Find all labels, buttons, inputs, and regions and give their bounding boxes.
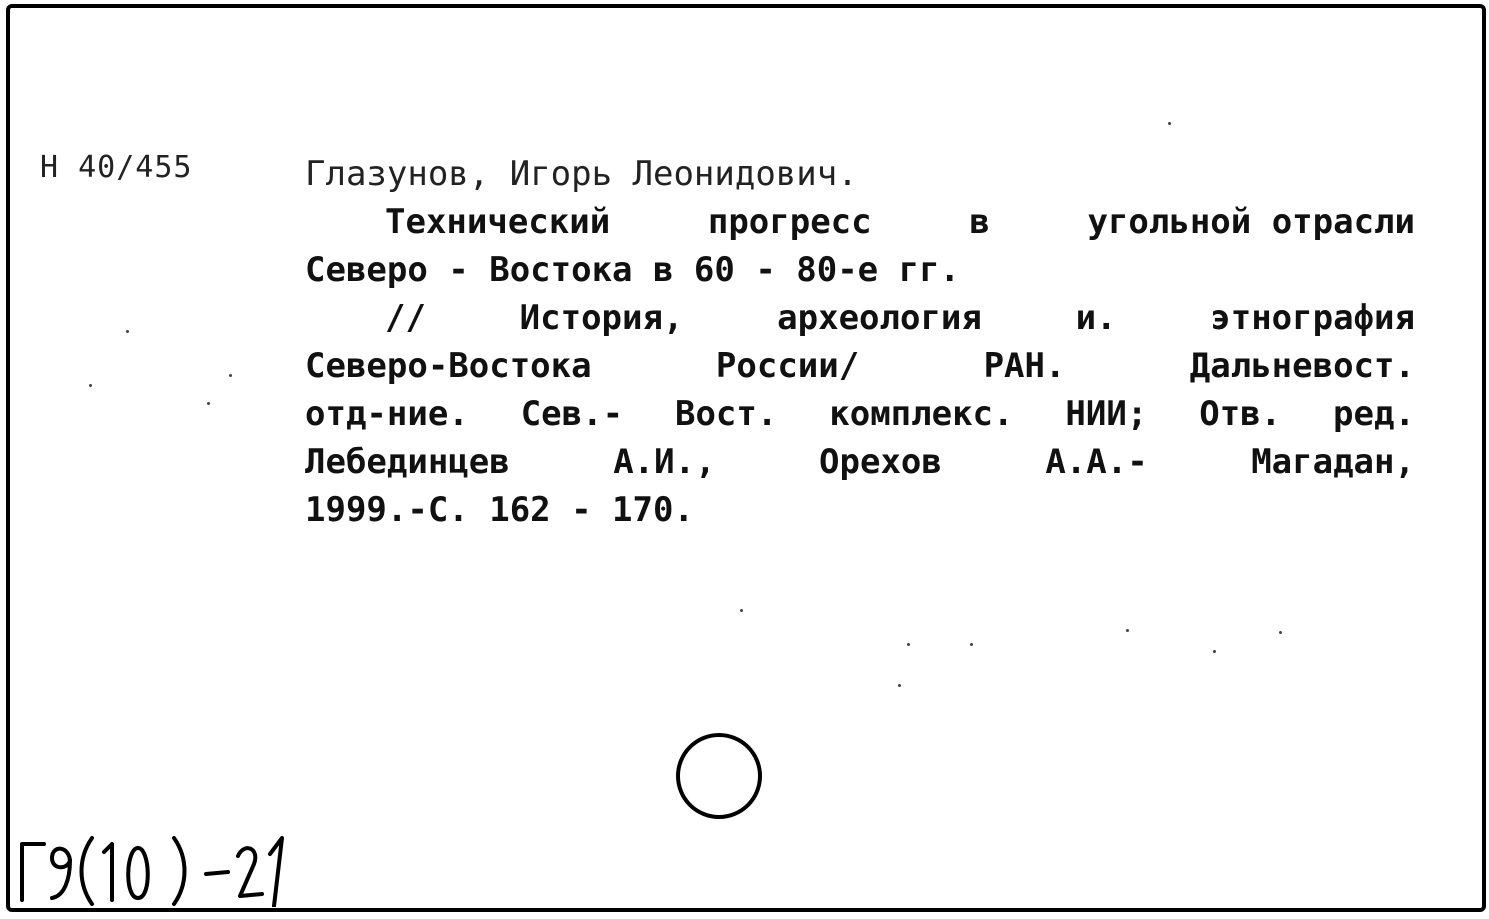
bibliographic-entry [305,150,1415,534]
source-word: России/ [715,346,860,386]
source-word: Дальневост. [1189,346,1415,386]
scan-speck [89,384,92,387]
source-word: комплекс. [829,394,1014,434]
source-line-2 [305,342,1415,390]
card-punch-hole [676,733,762,819]
shelfmark: Н 40/455 [40,150,193,185]
source-word: // [385,298,426,338]
scan-speck [207,402,210,405]
source-word: археология [777,298,982,338]
scan-speck [1279,631,1282,634]
source-word: Вост. [674,394,778,434]
scan-speck [740,609,743,612]
scan-speck [229,374,232,377]
scan-speck [898,684,901,687]
title-line-2: Северо - Востока в 60 - 80-е гг. [305,250,961,290]
source-word: Орехов [819,442,942,482]
source-word: А.А.- [1045,442,1148,482]
scan-speck [126,330,129,333]
source-word: НИИ; [1065,394,1148,434]
source-word: РАН. [983,346,1066,386]
source-word: Магадан, [1251,442,1415,482]
source-word: Сев.- [520,394,624,434]
scan-speck [1168,122,1171,125]
title-word: в [969,202,990,242]
source-word: История, [519,298,684,338]
title-word: угольной отрасли [1087,202,1415,242]
source-line-1 [305,294,1415,342]
author-name: Глазунов, Игорь Леонидович. [305,154,858,194]
source-word: Лебединцев [305,442,510,482]
pages-line: 1999.-С. 162 - 170. [305,490,694,530]
source-line-3 [305,390,1415,438]
title-word: прогресс [707,202,872,242]
scan-speck [970,643,973,646]
scan-speck [907,643,910,646]
source-word: Северо-Востока [305,346,592,386]
scan-speck [1126,629,1129,632]
source-word: и. [1075,298,1117,338]
title-word: Технический [385,202,611,242]
source-word: этнография [1210,298,1415,338]
source-word: А.И., [613,442,716,482]
title-line-1 [305,198,1415,246]
source-line-4 [305,438,1415,486]
scan-speck [1213,650,1216,653]
source-word: ред. [1333,394,1415,434]
source-word: Отв. [1199,394,1282,434]
source-word: отд-ние. [305,394,469,434]
handwritten-classmark [8,822,298,907]
